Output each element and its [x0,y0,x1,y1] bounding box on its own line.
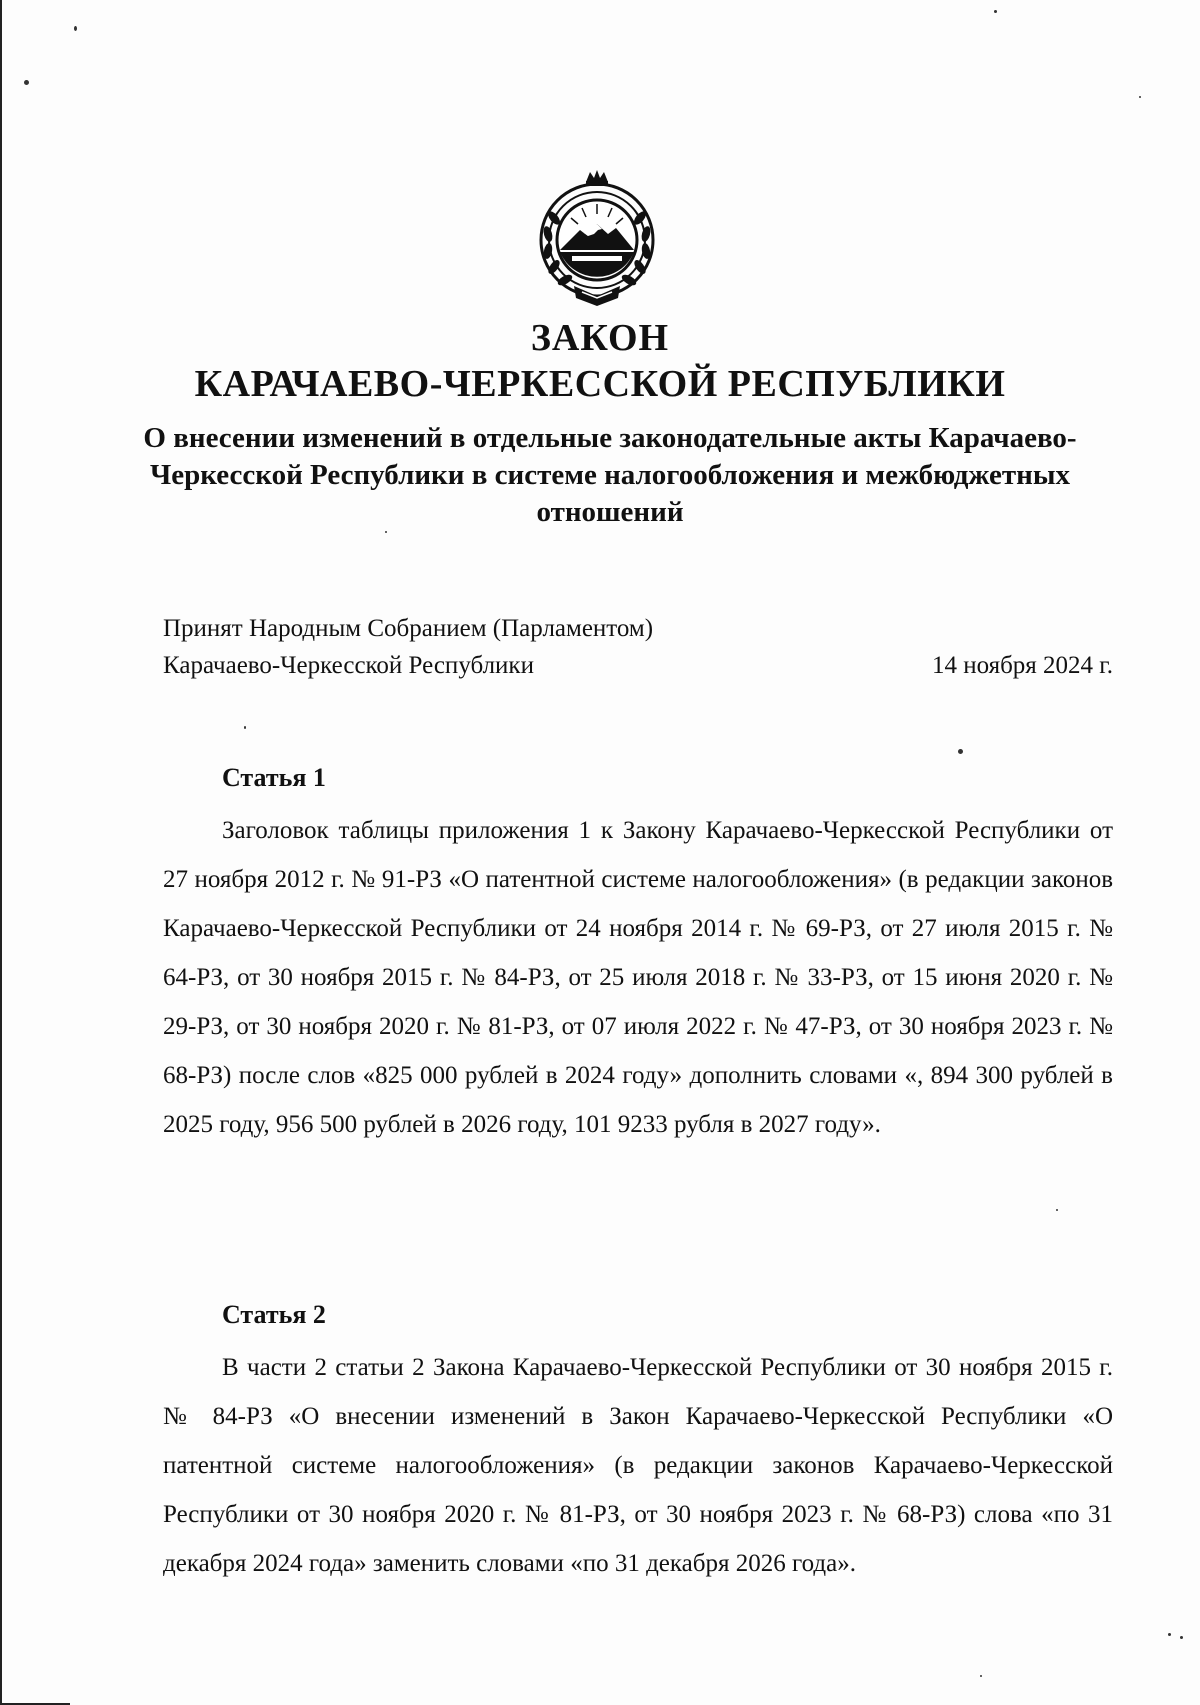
scan-speck [958,749,963,754]
scan-speck [74,26,77,31]
scan-speck [994,10,997,13]
article-2 [163,1297,1113,1588]
article-text: Заголовок таблицы приложения 1 к Закону Карачаево-Черкесской Республики от 27 ноября 2012 г. № 91-РЗ «О патентной системе налогообложения» (в редакции законов Карачаево-Черкесской Республики от 24 ноября 2014 г. № 69-РЗ, от 27 июля 2015 г. № 64-РЗ, от 30 ноября 2015 г. № 84-РЗ, от 25 июля 2018 г. № 33-РЗ, от 15 июня 2020 г. № 29-РЗ, от 30 ноября 2020 г. № 81-РЗ, от 07 июля 2022 г. № 47-РЗ, от 30 ноября 2023 г. № 68-РЗ) после слов «825 000 рублей в 2024 году» дополнить словами «, 894 300 рублей в 2025 году, 956 500 рублей в 2026 году, 101 9233 рубля в 2027 году». [163,817,1113,1138]
scan-speck [1139,96,1141,98]
adopted-by-line-2: Карачаево-Черкесской Республики [163,652,534,679]
scan-speck [1180,1636,1183,1639]
adoption-date: 14 ноября 2024 г. [931,652,1113,679]
coat-of-arms-emblem [532,168,662,316]
scan-speck [24,80,29,85]
adopted-by-line-1: Принят Народным Собранием (Парламентом) [163,615,654,642]
law-title: ЗАКОН [530,317,670,359]
scan-speck [244,726,246,729]
article-heading: Статья 2 [222,1300,326,1329]
adoption-block [163,610,1113,684]
scan-speck [980,1675,982,1677]
scan-edge-left [0,0,2,1705]
article-1 [163,760,1113,1149]
scan-speck [385,531,387,533]
scan-speck [1056,1209,1058,1211]
article-text: В части 2 статьи 2 Закона Карачаево-Черкесской Республики от 30 ноября 2015 г. № 84-РЗ «О внесении изменений в Закон Карачаево-Черкесской Республики «О патентной системе налогообложения» (в редакции законов Карачаево-Черкесской Республики от 30 ноября 2020 г. № 81-РЗ, от 30 ноября 2023 г. № 68-РЗ) слова «по 31 декабря 2024 года» заменить словами «по 31 декабря 2026 года». [163,1354,1113,1577]
republic-title: КАРАЧАЕВО-ЧЕРКЕССКОЙ РЕСПУБЛИКИ [194,363,1006,405]
scan-speck [1168,1633,1171,1636]
law-subtitle: О внесении изменений в отдельные законодательные акты Карачаево-Черкесской Республики в системе налогообложения и межбюджетных отношений [143,422,1077,528]
article-heading: Статья 1 [222,763,326,792]
